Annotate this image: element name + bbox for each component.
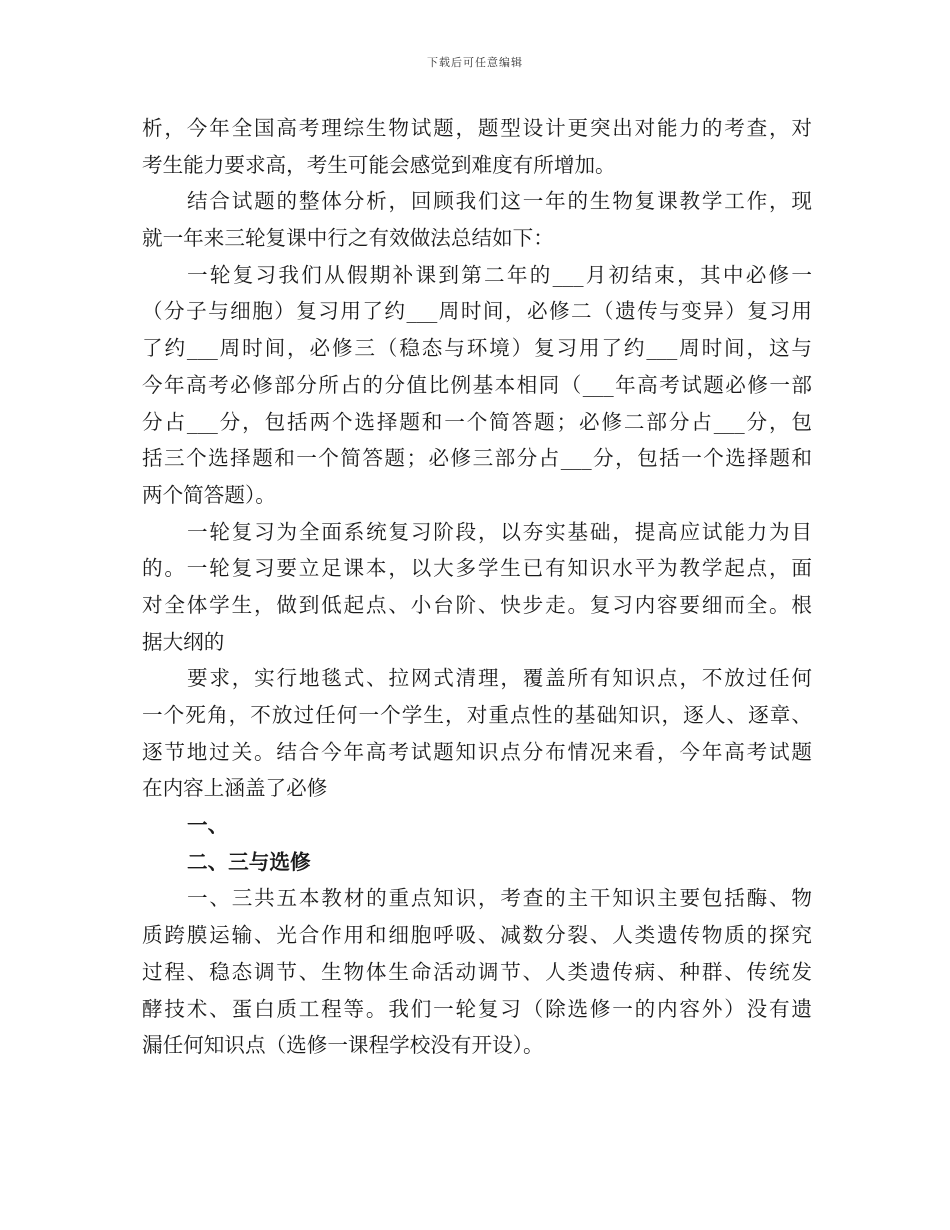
text-line: 结合试题的整体分析，回顾我们这一年的生物复课教学工作，现	[187, 189, 812, 214]
text-line: 了约___周时间，必修三（稳态与环境）复习用了约___周时间，这与	[142, 336, 812, 361]
text-line: 据大纲的	[142, 629, 225, 654]
text-line: 质跨膜运输、光合作用和细胞呼吸、减数分裂、人类遗传物质的探究	[142, 923, 812, 948]
text-line: 酵技术、蛋白质工程等。我们一轮复习（除选修一的内容外）没有遗	[142, 996, 812, 1021]
text-line: 一轮复习为全面系统复习阶段，以夯实基础，提高应试能力为目	[187, 519, 812, 544]
text-line: 分占___分，包括两个选择题和一个简答题；必修二部分占___分，包	[142, 409, 812, 434]
text-line: 在内容上涵盖了必修	[142, 776, 328, 801]
text-line: 过程、稳态调节、生物体生命活动调节、人类遗传病、种群、传统发	[142, 959, 812, 984]
text-line: （分子与细胞）复习用了约___周时间，必修二（遗传与变异）复习用	[142, 299, 812, 324]
text-line: 一、三共五本教材的重点知识，考查的主干知识主要包括酶、物	[187, 886, 812, 911]
text-line: 要求，实行地毯式、拉网式清理，覆盖所有知识点，不放过任何	[187, 666, 812, 691]
text-line: 析，今年全国高考理综生物试题，题型设计更突出对能力的考查，对	[142, 116, 812, 140]
text-line: 两个简答题）。	[142, 482, 276, 507]
text-line: 的。一轮复习要立足课本，以大多学生已有知识水平为教学起点，面	[142, 556, 812, 581]
body-text	[142, 110, 812, 1064]
text-line: 对全体学生，做到低起点、小台阶、快步走。复习内容要细而全。根	[142, 592, 812, 617]
text-line: 漏任何知识点（选修一课程学校没有开设）。	[142, 1033, 544, 1058]
text-line: 就一年来三轮复课中行之有效做法总结如下：	[142, 226, 554, 251]
section-heading: 二、三与选修	[187, 849, 311, 874]
text-line: 括三个选择题和一个简答题；必修三部分占___分，包括一个选择题和	[142, 446, 812, 471]
text-line: 一轮复习我们从假期补课到第二年的___月初结束，其中必修一	[187, 262, 812, 287]
text-line: 今年高考必修部分所占的分值比例基本相同（___年高考试题必修一部	[142, 372, 812, 397]
section-heading: 一、	[187, 813, 229, 838]
page-header: 下载后可任意编辑	[427, 56, 523, 69]
text-line: 考生能力要求高，考生可能会感觉到难度有所增加。	[142, 152, 616, 177]
text-line: 逐节地过关。结合今年高考试题知识点分布情况来看，今年高考试题	[142, 739, 812, 764]
text-line: 一个死角，不放过任何一个学生，对重点性的基础知识，逐人、逐章、	[142, 703, 812, 727]
